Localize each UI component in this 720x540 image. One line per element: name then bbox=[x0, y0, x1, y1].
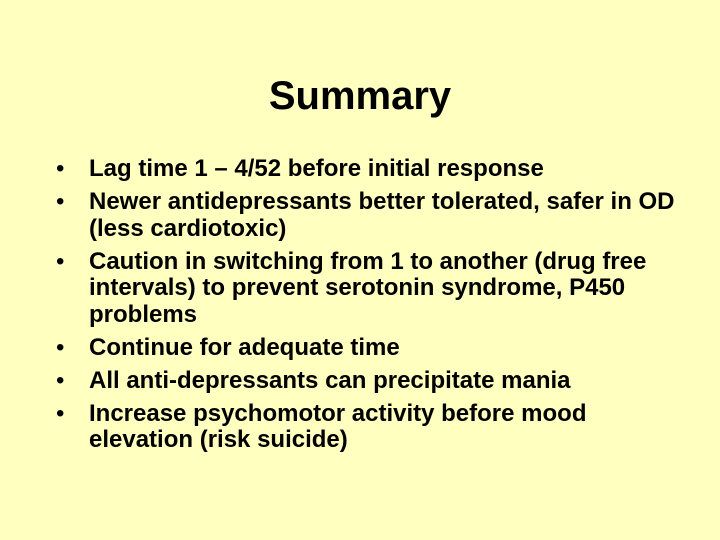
bullet-item bbox=[56, 368, 676, 395]
bullet-text: All anti-depressants can precipitate mania bbox=[89, 366, 571, 394]
bullet-list bbox=[56, 156, 676, 460]
bullet-text: Continue for adequate time bbox=[89, 333, 400, 361]
bullet-marker-icon: • bbox=[56, 366, 65, 394]
bullet-item bbox=[56, 335, 676, 362]
bullet-text: Increase psychomotor activity before mood elevation (risk suicide) bbox=[89, 399, 587, 453]
bullet-text: Newer antidepressants better tolerated, safer in OD (less cardiotoxic) bbox=[89, 188, 675, 242]
bullet-marker-icon: • bbox=[56, 333, 65, 361]
bullet-marker-icon: • bbox=[56, 399, 65, 427]
bullet-item bbox=[56, 249, 676, 329]
bullet-item bbox=[56, 401, 676, 454]
bullet-marker-icon: • bbox=[56, 188, 65, 215]
bullet-text: Lag time 1 – 4/52 before initial response bbox=[89, 155, 544, 182]
bullet-item bbox=[56, 189, 676, 242]
bullet-marker-icon: • bbox=[56, 155, 65, 182]
bullet-item bbox=[56, 156, 676, 183]
bullet-marker-icon: • bbox=[56, 247, 65, 275]
slide-title: Summary bbox=[268, 74, 452, 118]
bullet-text: Caution in switching from 1 to another (drug free intervals) to prevent serotonin syndrome, P450 problems bbox=[89, 247, 647, 328]
